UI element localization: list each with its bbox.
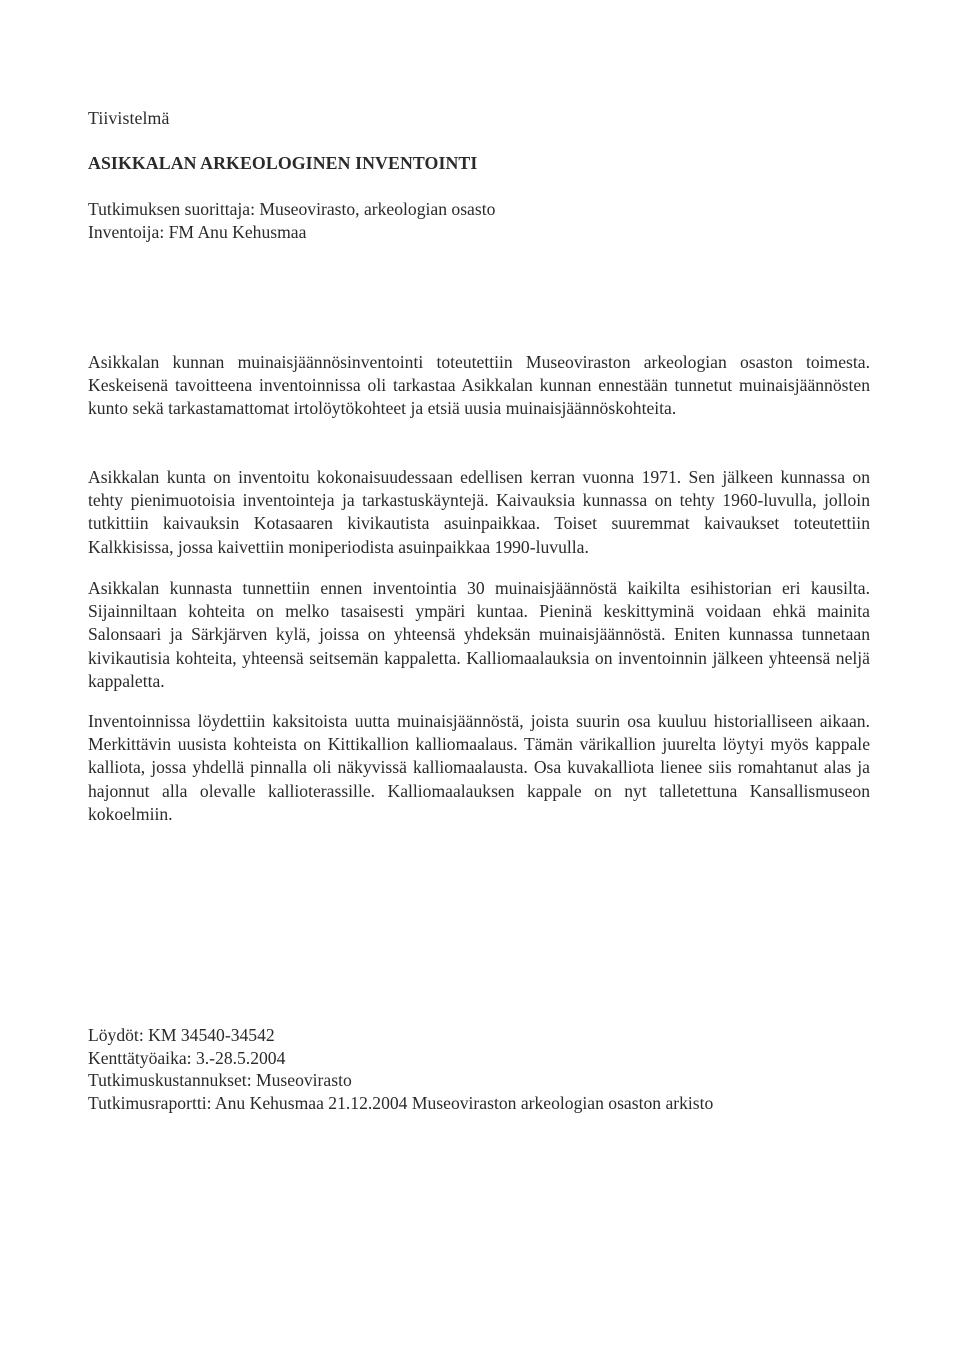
findings-catalog: Löydöt: KM 34540-34542 bbox=[88, 1025, 275, 1045]
paragraph-intro: Asikkalan kunnan muinaisjäännösinventointi toteutettiin Museoviraston arkeologian osaston toimesta. Keskeisenä tavoitteena inventoinnissa oli tarkastaa Asikkalan kunnan ennestään tunnetut muinaisjäännösten kunto sekä tarkastamattomat irtolöytökohteet ja etsiä uusia muinaisjäännöskohteita. bbox=[88, 352, 870, 419]
findings-block bbox=[88, 1024, 713, 1114]
meta-performer: Tutkimuksen suorittaja: Museovirasto, arkeologian osasto bbox=[88, 199, 496, 219]
findings-report: Tutkimusraportti: Anu Kehusmaa 21.12.2004 Museoviraston arkeologian osaston arkisto bbox=[88, 1092, 714, 1113]
findings-fieldwork-period: Kenttätyöaika: 3.-28.5.2004 bbox=[88, 1047, 286, 1068]
document-heading: Tiivistelmä bbox=[88, 108, 170, 128]
paragraph-new-finds: Inventoinnissa löydettiin kaksitoista uutta muinaisjäännöstä, joista suurin osa kuuluu historialliseen aikaan. Merkittävin uusista kohteista on Kittikallion kalliomaalaus. Tämän värikallion juurelta löytyi myös kappale kalliota, jossa yhdellä pinnalla oli näkyvissä kalliomaalausta. Osa kuvakalliota lienee siis romahtanut alas ja hajonnut alla olevalle kallioterassille. Kalliomaalauksen kappale on nyt talletettuna Kansallismuseon kokoelmiin. bbox=[88, 711, 870, 824]
report-meta bbox=[88, 198, 495, 244]
document-page bbox=[88, 0, 870, 1358]
report-title: ASIKKALAN ARKEOLOGINEN INVENTOINTI bbox=[88, 153, 478, 173]
paragraph-history: Asikkalan kunta on inventoitu kokonaisuudessaan edellisen kerran vuonna 1971. Sen jälkeen kunnassa on tehty pienimuotoisia inventointeja ja tarkastuskäyntejä. Kaivauksia kunnassa on tehty 1960-luvulla, jolloin tutkittiin kaivauksin Kotasaaren kivikautista asuinpaikkaa. Toiset suuremmat kaivaukset toteutettiin Kalkkisissa, jossa kaivettiin moniperiodista asuinpaikkaa 1990-luvulla. bbox=[88, 467, 870, 557]
paragraph-known-sites: Asikkalan kunnasta tunnettiin ennen inventointia 30 muinaisjäännöstä kaikilta esihistorian eri kausilta. Sijainniltaan kohteita on melko tasaisesti ympäri kuntaa. Pieninä keskittyminä voidaan ehkä mainita Salonsaari ja Särkjärven kylä, joissa on yhteensä yhdeksän muinaisjäännöstä. Eniten kunnassa tunnetaan kivikautisia kohteita, yhteensä seitsemän kappaletta. Kalliomaalauksia on inventoinnin jälkeen yhteensä neljä kappaletta. bbox=[88, 578, 870, 691]
findings-costs: Tutkimuskustannukset: Museovirasto bbox=[88, 1070, 352, 1091]
meta-inventor: Inventoija: FM Anu Kehusmaa bbox=[88, 222, 307, 242]
